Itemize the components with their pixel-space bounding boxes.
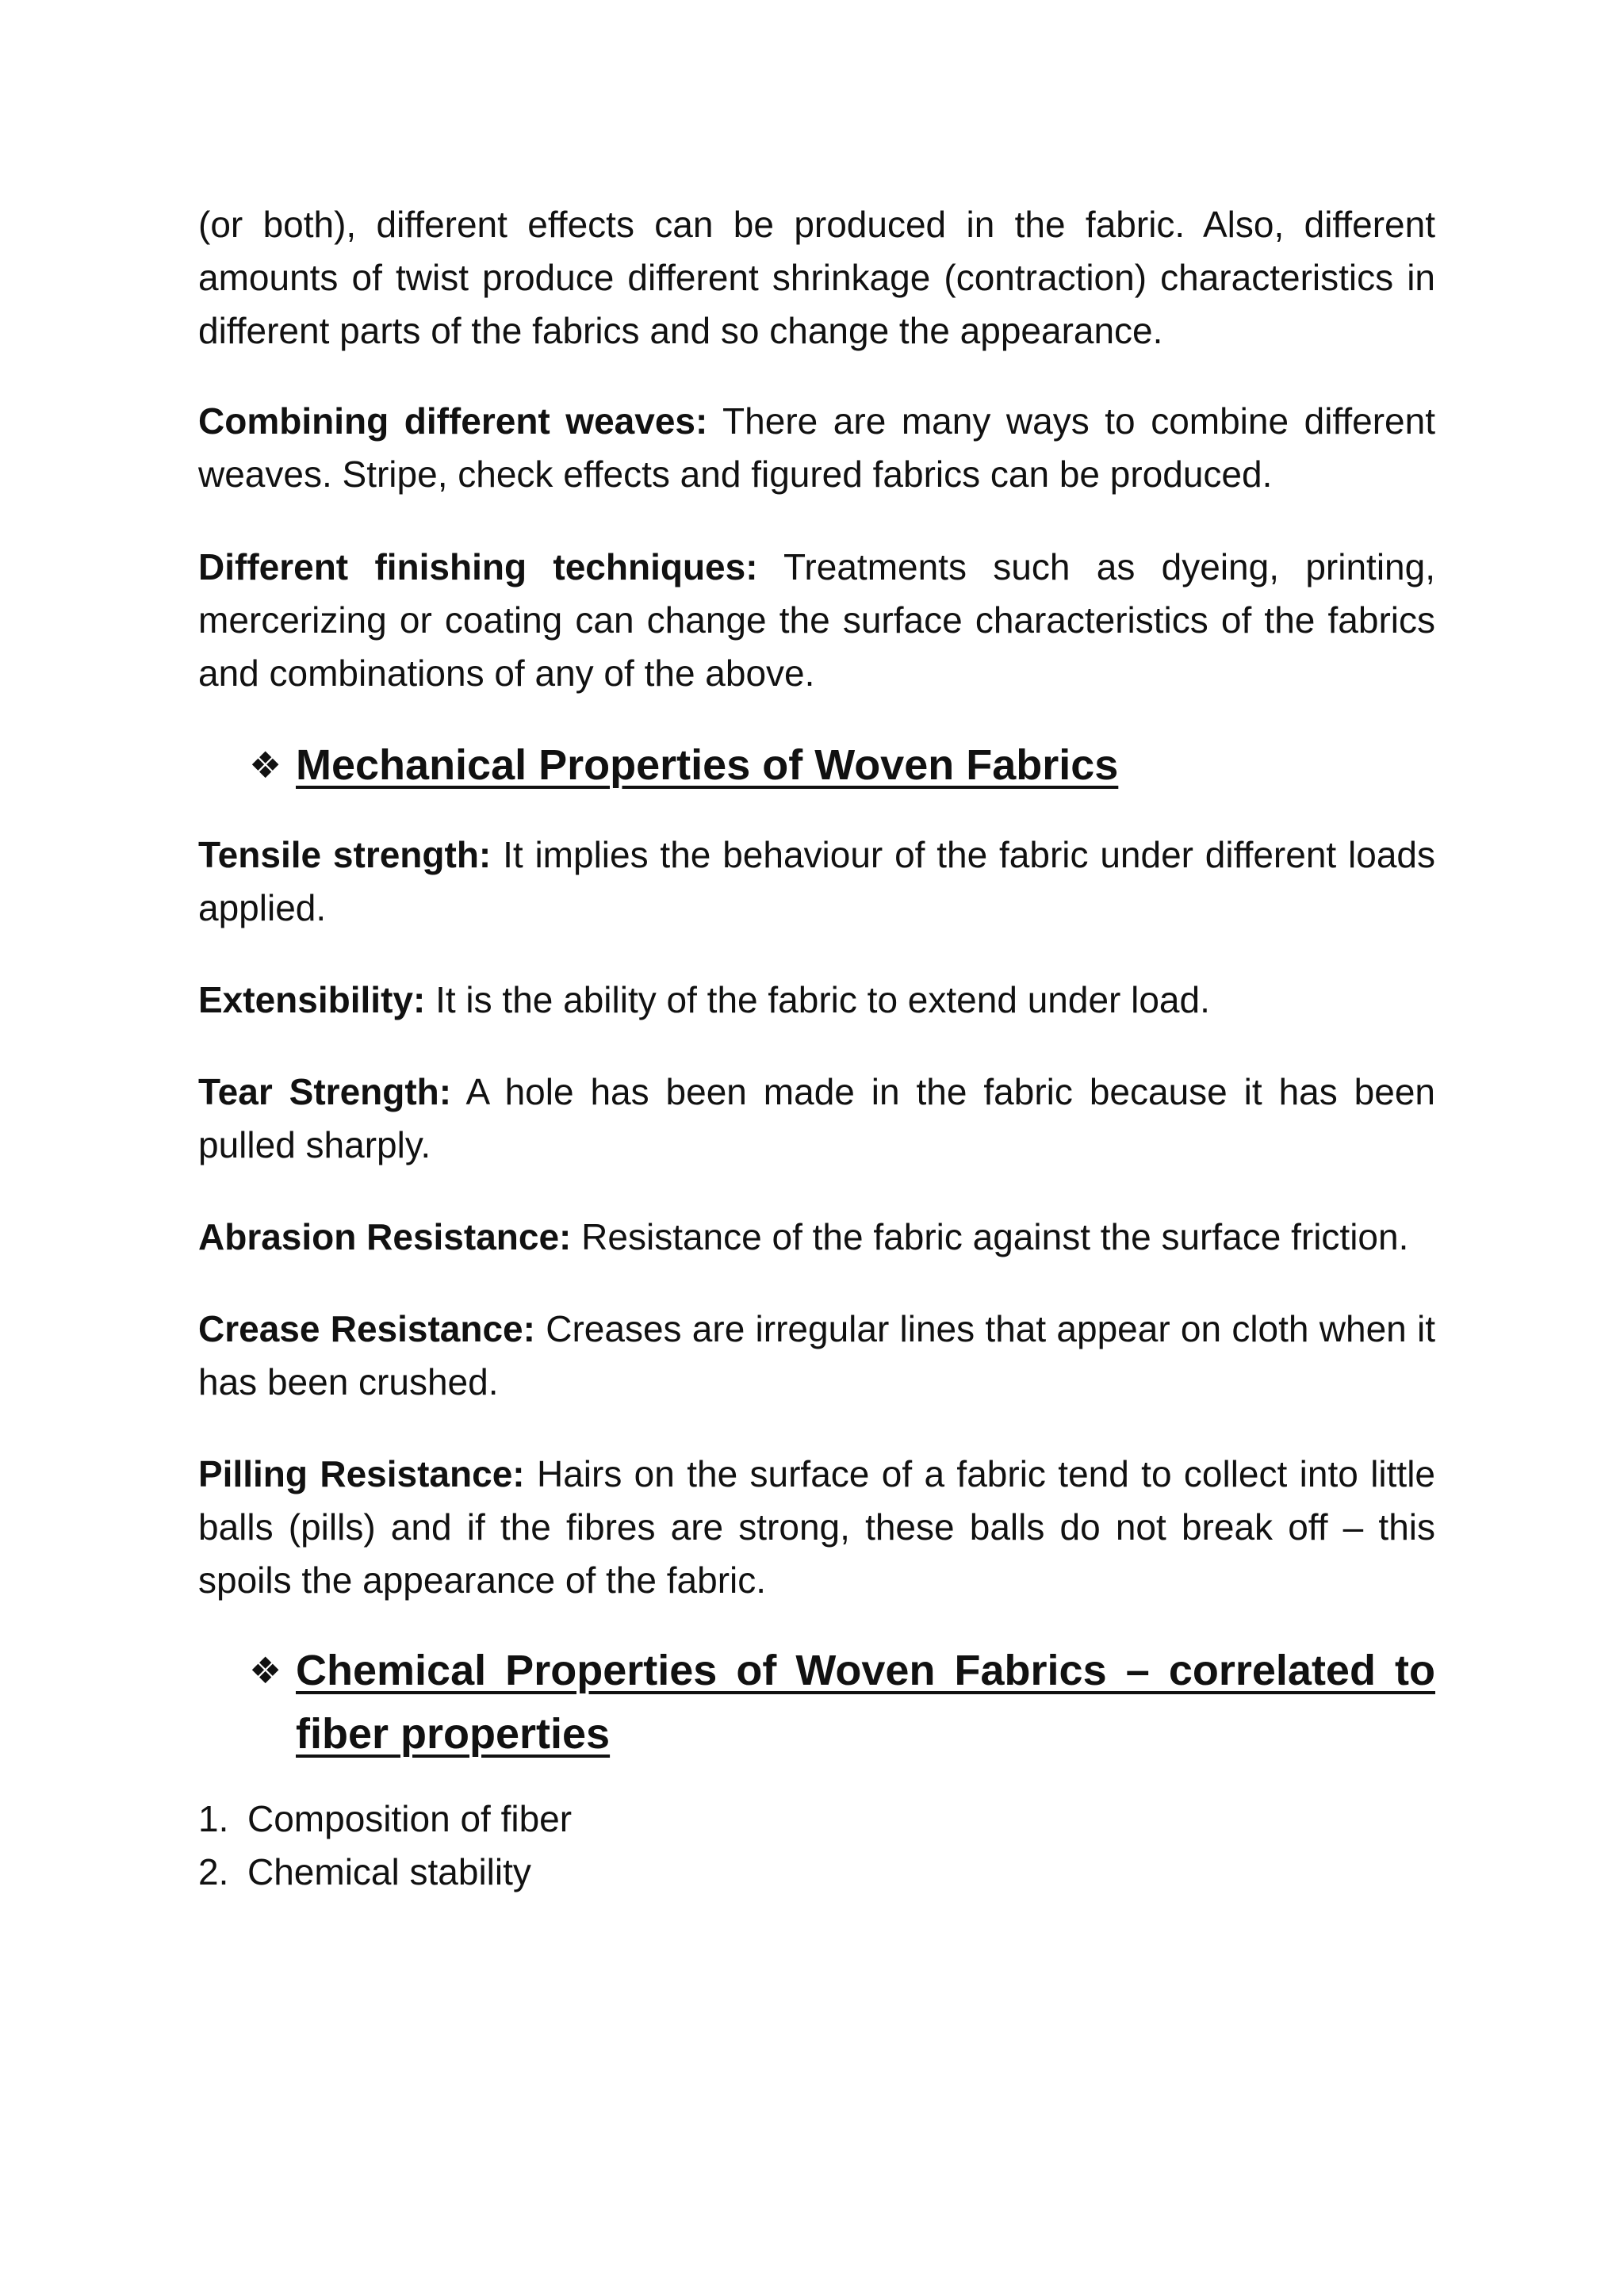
tensile-strength-paragraph [198, 828, 1435, 935]
abrasion-resistance-text: Resistance of the fabric against the surface friction. [571, 1216, 1409, 1257]
tear-strength-term: Tear Strength: [198, 1071, 452, 1112]
finishing-techniques-term: Different finishing techniques: [198, 546, 758, 587]
list-item [198, 1846, 1435, 1899]
crease-resistance-paragraph [198, 1303, 1435, 1409]
finishing-techniques-text: Treatments such as dyeing, printing, mercerizing or coating can change the surface characteristics of the fabrics and combinations of any of the above. [198, 546, 1435, 694]
finishing-techniques-paragraph [198, 541, 1435, 700]
pilling-resistance-paragraph [198, 1448, 1435, 1607]
list-item-number: 2. [198, 1851, 229, 1892]
mechanical-properties-title: Mechanical Properties of Woven Fabrics [296, 741, 1119, 789]
extensibility-paragraph [198, 974, 1435, 1027]
extensibility-term: Extensibility: [198, 979, 426, 1020]
chemical-properties-heading [198, 1639, 1435, 1766]
tensile-strength-text: It implies the behaviour of the fabric under different loads applied. [198, 834, 1435, 928]
crease-resistance-term: Crease Resistance: [198, 1308, 535, 1349]
combining-weaves-text: There are many ways to combine different weaves. Stripe, check effects and figured fabrics can be produced. [198, 400, 1436, 495]
list-item [198, 1793, 1435, 1846]
tear-strength-paragraph [198, 1066, 1435, 1172]
intro-paragraph: (or both), different effects can be produced in the fabric. Also, different amounts of twist produce different shrinkage (contraction) characteristics in different parts of the fabrics and so change the appearance. [198, 204, 1435, 351]
crease-resistance-text: Creases are irregular lines that appear on cloth when it has been crushed. [198, 1308, 1436, 1402]
chemical-properties-list [198, 1793, 1435, 1899]
extensibility-text: It is the ability of the fabric to extend under load. [425, 979, 1210, 1020]
tear-strength-text: A hole has been made in the fabric because it has been pulled sharply. [198, 1071, 1436, 1165]
document-page [198, 198, 1435, 1899]
diamond-bullet-icon: ❖ [249, 744, 282, 786]
combining-weaves-term: Combining different weaves: [198, 400, 708, 442]
pilling-resistance-text: Hairs on the surface of a fabric tend to collect into little balls (pills) and if the fibres are strong, these balls do not break off – this spoils the appearance of the fabric. [198, 1453, 1436, 1601]
abrasion-resistance-paragraph [198, 1211, 1435, 1264]
combining-weaves-paragraph [198, 395, 1435, 501]
list-item-text: Chemical stability [247, 1851, 531, 1892]
tensile-strength-term: Tensile strength: [198, 834, 492, 875]
pilling-resistance-term: Pilling Resistance: [198, 1453, 525, 1494]
abrasion-resistance-term: Abrasion Resistance: [198, 1216, 572, 1257]
chemical-properties-title: Chemical Properties of Woven Fabrics – correlated to fiber properties [296, 1647, 1435, 1758]
list-item-number: 1. [198, 1798, 229, 1839]
list-item-text: Composition of fiber [247, 1798, 573, 1839]
mechanical-properties-heading [198, 733, 1435, 797]
diamond-bullet-icon: ❖ [249, 1650, 282, 1691]
